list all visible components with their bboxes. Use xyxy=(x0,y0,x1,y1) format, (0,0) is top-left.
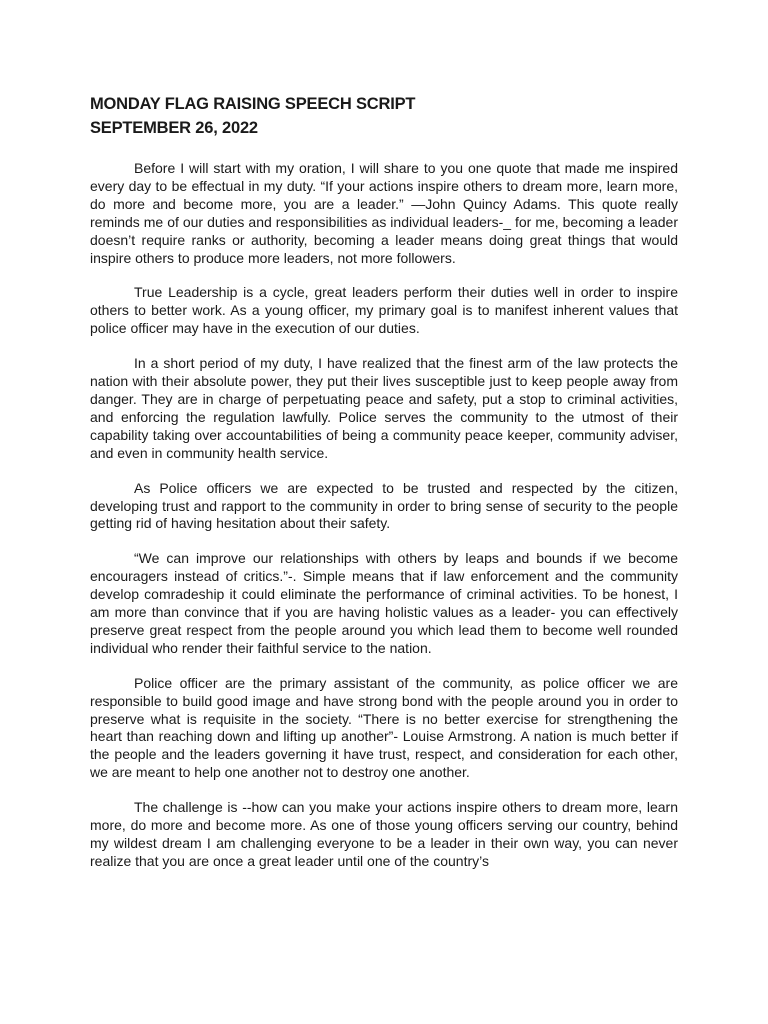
paragraph-4: As Police officers we are expected to be trusted and respected by the citizen, developing trust and rapport to the community in order to bring sense of security to the people getting rid of having hesitation about their safety. xyxy=(90,479,678,532)
paragraph-5: “We can improve our relationships with others by leaps and bounds if we become encouragers instead of critics.”-. Simple means that if law enforcement and the community develop comradeship it could eliminate the performance of criminal activities. To be honest, I am more than convince that if you are having holistic values as a leader- you can effectively preserve great respect from the people around you which lead them to become well rounded individual who render their faithful service to the nation. xyxy=(90,550,678,656)
paragraph-3: In a short period of my duty, I have realized that the finest arm of the law protects the nation with their absolute power, they put their lives susceptible just to keep people away from danger. They are in charge of perpetuating peace and safety, put a stop to criminal activities, and enforcing the regulation lawfully. Police serves the community to the utmost of their capability taking over accountabilities of being a community peace keeper, community adviser, and even in community health service. xyxy=(90,355,678,461)
paragraph-2: True Leadership is a cycle, great leaders perform their duties well in order to inspire others to better work. As a young officer, my primary goal is to manifest inherent values that police officer may have in the execution of our duties. xyxy=(90,284,678,337)
paragraph-7: The challenge is --how can you make your actions inspire others to dream more, learn more, do more and become more. As one of those young officers serving our country, behind my wildest dream I am challenging everyone to be a leader in their own way, you can never realize that you are once a great leader until one of the country’s xyxy=(90,799,678,869)
paragraph-6: Police officer are the primary assistant of the community, as police officer we are responsible to build good image and have strong bond with the people around you in order to preserve what is requisite in the society. “There is no better exercise for strengthening the heart than reaching down and lifting up another”- Louise Armstrong. A nation is much better if the people and the leaders governing it have trust, respect, and consideration for each other, we are meant to help one another not to destroy one another. xyxy=(90,674,678,781)
paragraph-1: Before I will start with my oration, I will share to you one quote that made me inspired every day to be effectual in my duty. “If your actions inspire others to dream more, learn more, do more and become more, you are a leader.” —John Quincy Adams. This quote really reminds me of our duties and responsibilities as individual leaders-_ for me, becoming a leader doesn’t require ranks or authority, becoming a leader means doing great things that would inspire others to produce more leaders, not more followers. xyxy=(90,160,678,266)
document-date: SEPTEMBER 26, 2022 xyxy=(90,119,258,137)
document-page xyxy=(90,92,678,888)
document-title: MONDAY FLAG RAISING SPEECH SCRIPT xyxy=(90,95,416,113)
